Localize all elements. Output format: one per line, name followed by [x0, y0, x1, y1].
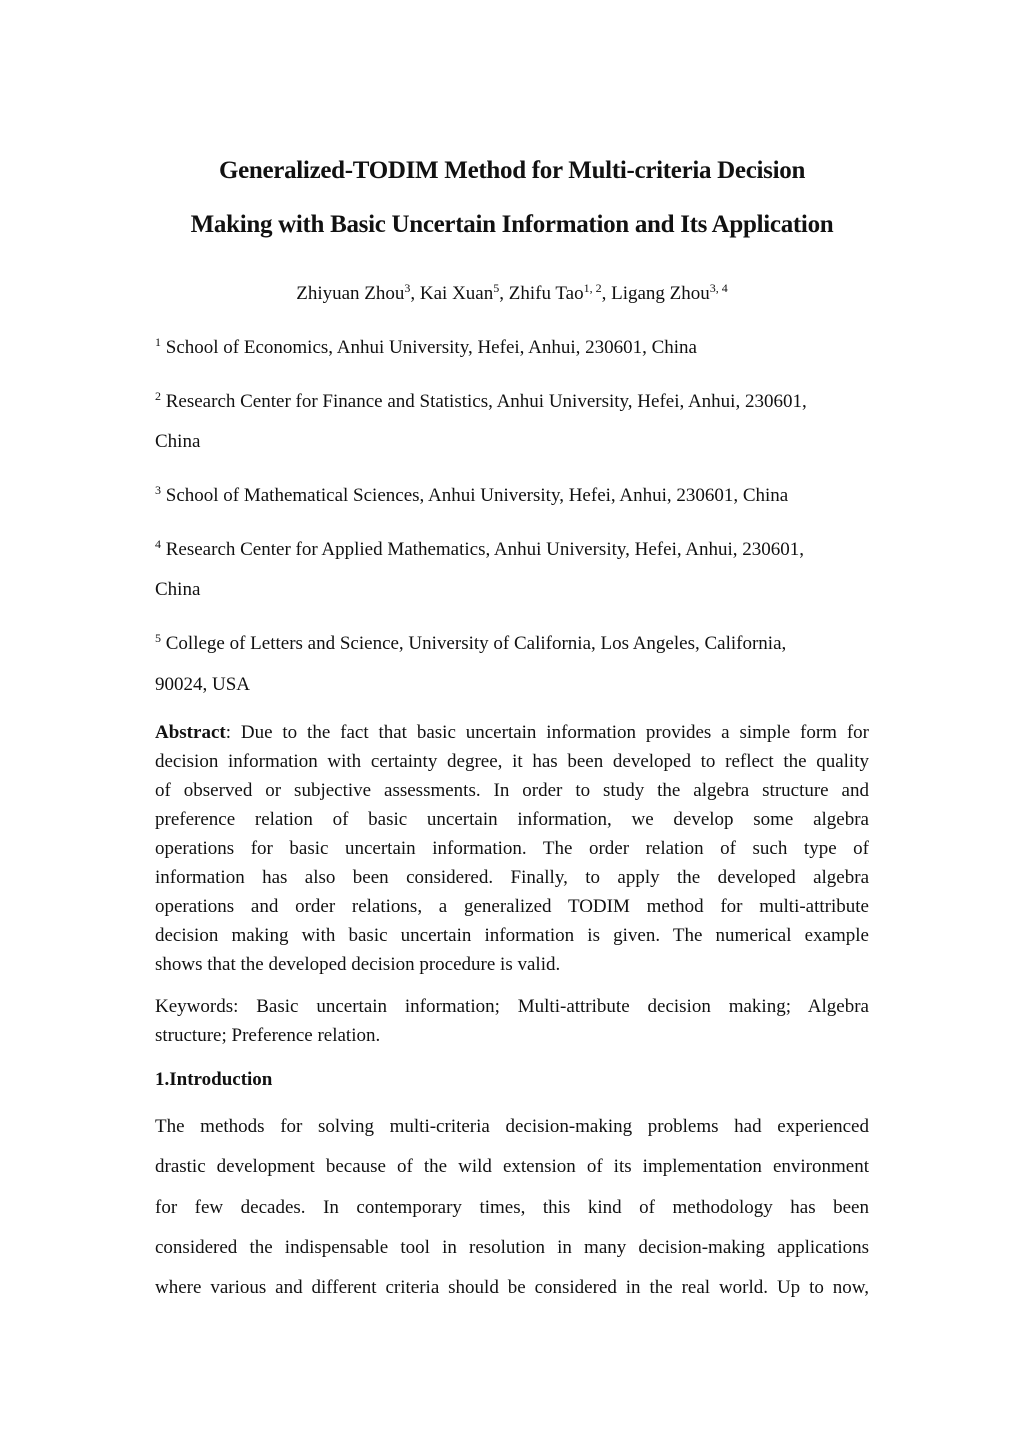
author-separator: ,	[499, 283, 509, 304]
author-affiliation-sup: 3	[404, 281, 411, 295]
abstract-line-last: shows that the developed decision procedure is valid.	[155, 954, 561, 975]
author-list	[0, 283, 1024, 305]
affiliation-2-continuation: China	[155, 431, 201, 452]
abstract-line: decision making with basic uncertain information is given. The numerical example	[155, 925, 869, 946]
section-heading: 1.Introduction	[155, 1069, 273, 1090]
author-name: Zhiyuan Zhou	[296, 283, 405, 304]
affiliation-text: Research Center for Applied Mathematics, Anhui University, Hefei, Anhui, 230601,	[165, 539, 805, 560]
author-separator: ,	[410, 283, 420, 304]
abstract-line: of observed or subjective assessments. In order to study the algebra structure and	[155, 780, 869, 801]
affiliation-5-continuation: 90024, USA	[155, 674, 251, 695]
affiliation-number: 1	[155, 335, 161, 349]
abstract-line: decision information with certainty degree, it has been developed to reflect the quality	[155, 751, 869, 772]
author-name: Ligang Zhou	[611, 283, 710, 304]
author-separator: ,	[601, 283, 612, 304]
paper-title-line-1: Generalized-TODIM Method for Multi-criteria Decision	[218, 157, 806, 184]
affiliation-number: 2	[155, 389, 161, 403]
author-affiliation-sup: 1, 2	[583, 281, 602, 295]
intro-line: The methods for solving multi-criteria decision-making problems had experienced	[155, 1116, 869, 1137]
intro-line: drastic development because of the wild extension of its implementation environment	[155, 1156, 869, 1177]
affiliation-text: School of Mathematical Sciences, Anhui University, Hefei, Anhui, 230601, China	[165, 485, 789, 506]
affiliation-text: School of Economics, Anhui University, Hefei, Anhui, 230601, China	[165, 337, 697, 358]
affiliation-text: College of Letters and Science, University of California, Los Angeles, California,	[165, 633, 787, 654]
author-name: Zhifu Tao	[508, 283, 584, 304]
affiliation-1	[155, 337, 869, 359]
abstract-line: operations for basic uncertain information. The order relation of such type of	[155, 838, 869, 859]
abstract-label: Abstract	[155, 722, 226, 743]
intro-line: considered the indispensable tool in resolution in many decision-making applications	[155, 1237, 869, 1258]
abstract-text: : Due to the fact that basic uncertain information provides a simple form for	[225, 722, 869, 743]
affiliation-number: 5	[155, 631, 161, 645]
affiliation-number: 3	[155, 483, 161, 497]
keywords-line-last: structure; Preference relation.	[155, 1025, 381, 1046]
affiliation-4-continuation: China	[155, 579, 201, 600]
abstract-line	[155, 722, 869, 744]
abstract-line: operations and order relations, a generalized TODIM method for multi-attribute	[155, 896, 869, 917]
author-name: Kai Xuan	[419, 283, 494, 304]
affiliation-text: Research Center for Finance and Statistics, Anhui University, Hefei, Anhui, 230601,	[165, 391, 807, 412]
paper-title-line-2: Making with Basic Uncertain Information and Its Application	[190, 211, 834, 238]
abstract-line: information has also been considered. Finally, to apply the developed algebra	[155, 867, 869, 888]
affiliation-number: 4	[155, 537, 161, 551]
keywords-line: Keywords: Basic uncertain information; Multi-attribute decision making; Algebra	[155, 996, 869, 1017]
affiliation-2	[155, 391, 869, 413]
author-affiliation-sup: 5	[493, 281, 500, 295]
affiliation-4	[155, 539, 869, 561]
intro-line: where various and different criteria should be considered in the real world. Up to now,	[155, 1277, 869, 1298]
abstract-line: preference relation of basic uncertain information, we develop some algebra	[155, 809, 869, 830]
affiliation-3	[155, 485, 869, 507]
intro-line: for few decades. In contemporary times, this kind of methodology has been	[155, 1197, 869, 1218]
author-affiliation-sup: 3, 4	[709, 281, 728, 295]
affiliation-5	[155, 633, 869, 655]
